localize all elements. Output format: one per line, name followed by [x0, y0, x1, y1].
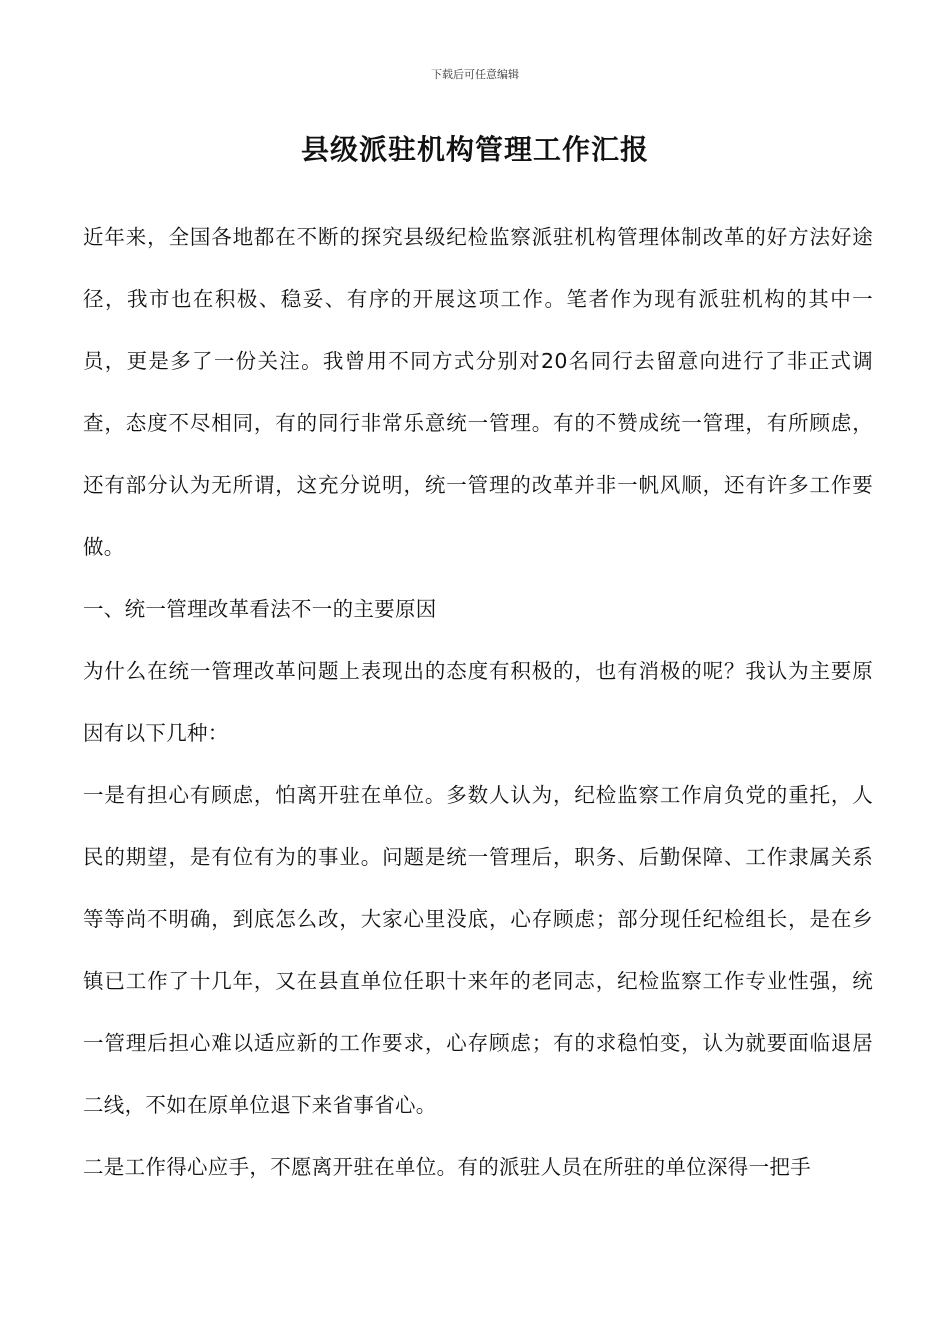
- document-title: 县级派驻机构管理工作汇报: [300, 133, 649, 166]
- section-heading-1: 一、统一管理改革看法不一的主要原因: [83, 597, 437, 621]
- header-note: 下载后可任意编辑: [431, 68, 519, 81]
- paragraph-reason-2: 二是工作得心应手，不愿离开驻在单位。有的派驻人员在所驻的单位深得一把手: [83, 1155, 811, 1179]
- paragraph-reason-1: 一是有担心有顾虑，怕离开驻在单位。多数人认为，纪检监察工作肩负党的重托，人民的期望，是有位有为的事业。问题是统一管理后，职务、后勤保障、工作隶属关系等等尚不明确，到底怎么改，大家心里没底，心存顾虑；部分现任纪检组长，是在乡镇已工作了十几年，又在县直单位任职十来年的老同志，纪检监察工作专业性强，统一管理后担心难以适应新的工作要求，心存顾虑；有的求稳怕变，认为就要面临退居二线，不如在原单位退下来省事省心。: [83, 783, 873, 1117]
- paragraph-question: 为什么在统一管理改革问题上表现出的态度有积极的，也有消极的呢？我认为主要原因有以下几种：: [83, 659, 873, 745]
- paragraph-intro: 近年来，全国各地都在不断的探究县级纪检监察派驻机构管理体制改革的好方法好途径，我市也在积极、稳妥、有序的开展这项工作。笔者作为现有派驻机构的其中一员，更是多了一份关注。我曾用不同方式分别对20名同行去留意向进行了非正式调查，态度不尽相同，有的同行非常乐意统一管理。有的不赞成统一管理，有所顾虑，还有部分认为无所谓，这充分说明，统一管理的改革并非一帆风顺，还有许多工作要做。: [83, 225, 873, 559]
- document-body: [83, 206, 873, 1198]
